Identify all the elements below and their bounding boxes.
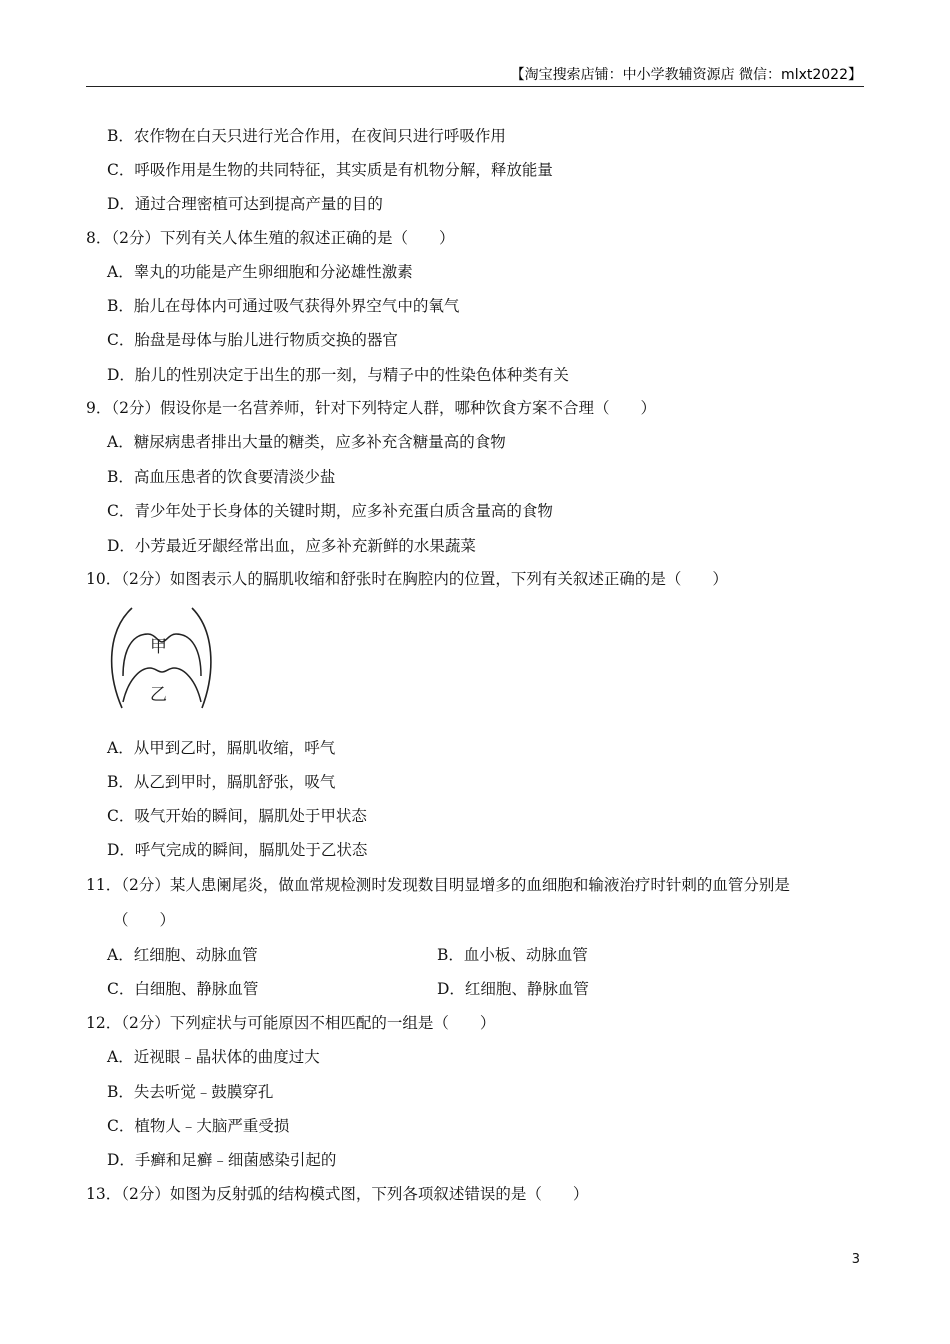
q9-option-a: A．糖尿病患者排出大量的糖类，应多补充含糖量高的食物 xyxy=(107,433,506,451)
q10-option-c: C．吸气开始的瞬间，膈肌处于甲状态 xyxy=(107,807,367,825)
q9-option-b: B．高血压患者的饮食要清淡少盐 xyxy=(107,468,336,486)
q9-option-c: C．青少年处于长身体的关键时期，应多补充蛋白质含量高的食物 xyxy=(107,502,553,520)
q11-stem-cont: （ ） xyxy=(113,911,176,929)
label-jia: 甲 xyxy=(150,637,167,657)
q8-option-d: D．胎儿的性别决定于出生的那一刻，与精子中的性染色体种类有关 xyxy=(107,366,569,384)
q8-option-a: A．睾丸的功能是产生卵细胞和分泌雄性激素 xyxy=(107,263,413,281)
q11-stem: 11．（2分）某人患阑尾炎，做血常规检测时发现数目明显增多的血细胞和输液治疗时针刺的血管分别是 xyxy=(86,876,790,894)
q9-option-d: D．小芳最近牙龈经常出血，应多补充新鲜的水果蔬菜 xyxy=(107,537,476,555)
q10-option-a: A．从甲到乙时，膈肌收缩，呼气 xyxy=(107,739,336,757)
q7-option-b: B．农作物在白天只进行光合作用，在夜间只进行呼吸作用 xyxy=(107,127,506,145)
q7-option-c: C．呼吸作用是生物的共同特征，其实质是有机物分解，释放能量 xyxy=(107,161,553,179)
q8-option-c: C．胎盘是母体与胎儿进行物质交换的器官 xyxy=(107,331,398,349)
label-yi: 乙 xyxy=(150,685,167,705)
q8-stem: 8．（2分）下列有关人体生殖的叙述正确的是（ ） xyxy=(86,229,455,247)
q12-option-c: C．植物人﹣大脑严重受损 xyxy=(107,1117,290,1135)
header-rule xyxy=(86,86,864,87)
diaphragm-diagram xyxy=(110,606,214,712)
page-number: 3 xyxy=(851,1252,860,1267)
q11-option-a: A．红细胞、动脉血管 xyxy=(107,946,258,964)
q7-option-d: D．通过合理密植可达到提高产量的目的 xyxy=(107,195,383,213)
q9-stem: 9．（2分）假设你是一名营养师，针对下列特定人群，哪种饮食方案不合理（ ） xyxy=(86,399,656,417)
q10-option-b: B．从乙到甲时，膈肌舒张，吸气 xyxy=(107,773,336,791)
q12-option-a: A．近视眼﹣晶状体的曲度过大 xyxy=(107,1048,320,1066)
q12-stem: 12．（2分）下列症状与可能原因不相匹配的一组是（ ） xyxy=(86,1014,496,1032)
q11-option-c: C．白细胞、静脉血管 xyxy=(107,980,259,998)
q8-option-b: B．胎儿在母体内可通过吸气获得外界空气中的氧气 xyxy=(107,297,460,315)
q11-option-b: B．血小板、动脉血管 xyxy=(437,946,588,964)
q11-option-d: D．红细胞、静脉血管 xyxy=(437,980,589,998)
q10-stem: 10．（2分）如图表示人的膈肌收缩和舒张时在胸腔内的位置，下列有关叙述正确的是（ ） xyxy=(86,570,728,588)
q12-option-d: D．手癣和足癣﹣细菌感染引起的 xyxy=(107,1151,337,1169)
q13-stem: 13．（2分）如图为反射弧的结构模式图，下列各项叙述错误的是（ ） xyxy=(86,1185,589,1203)
q10-option-d: D．呼气完成的瞬间，膈肌处于乙状态 xyxy=(107,841,368,859)
q12-option-b: B．失去听觉﹣鼓膜穿孔 xyxy=(107,1083,274,1101)
page-header: 【淘宝搜索店铺：中小学教辅资源店 微信：mlxt2022】 xyxy=(510,67,862,83)
